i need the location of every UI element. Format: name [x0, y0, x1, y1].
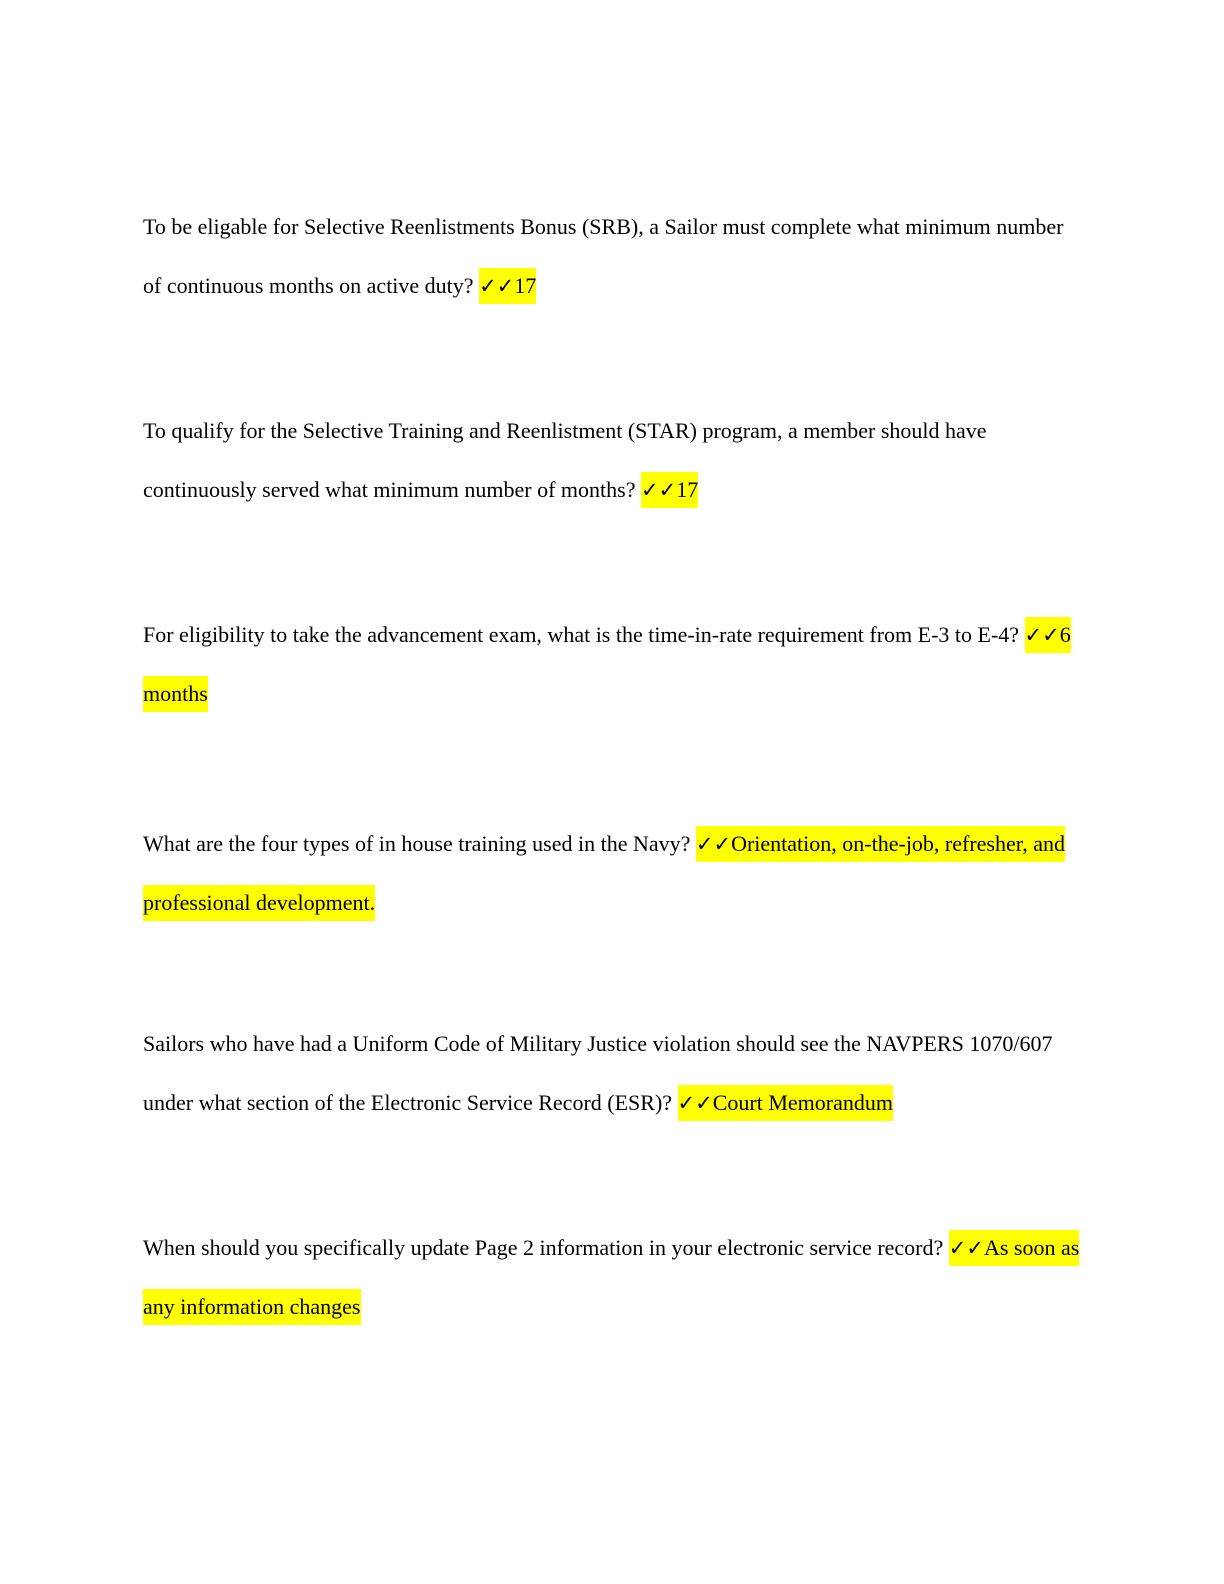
qa-item — [143, 402, 1083, 519]
check-mark-icon: ✓✓ — [479, 273, 515, 298]
answer-text: 17 — [676, 476, 699, 502]
answer-highlight — [479, 268, 536, 304]
answer-text: As soon as any information changes — [143, 1235, 1080, 1319]
answer-highlight — [641, 472, 698, 508]
qa-item — [143, 1015, 1083, 1132]
question-text: When should you specifically update Page 2 information in your electronic service record? — [143, 1235, 944, 1260]
question-text: For eligibility to take the advancement exam, what is the time-in-rate requirement from E-3 to E-4? — [143, 622, 1020, 647]
answer-text: Orientation, on-the-job, refresher, and professional development. — [143, 831, 1065, 915]
check-mark-icon: ✓✓ — [695, 832, 732, 856]
check-mark-icon: ✓✓ — [641, 477, 677, 502]
question-text: Sailors who have had a Uniform Code of Military Justice violation should see the NAVPERS 1070/607 under what section of the Electronic Service Record (ESR)? — [143, 1031, 1053, 1115]
qa-item — [143, 815, 1083, 932]
answer-text: 17 — [514, 272, 537, 298]
question-text: To be eligable for Selective Reenlistments Bonus (SRB), a Sailor must complete what minimum number of continuous months on active duty? — [143, 214, 1064, 298]
qa-item — [143, 1219, 1083, 1336]
answer-text: Court Memorandum — [712, 1089, 893, 1115]
check-mark-icon: ✓✓ — [677, 1090, 713, 1115]
question-text: To qualify for the Selective Training and Reenlistment (STAR) program, a member should have continuously served what minimum number of months? — [143, 418, 987, 502]
answer-highlight — [678, 1085, 893, 1121]
qa-item — [143, 606, 1083, 723]
check-mark-icon: ✓✓ — [948, 1236, 984, 1260]
answer-text: 6 months — [143, 622, 1071, 706]
qa-item — [143, 198, 1083, 315]
question-text: What are the four types of in house training used in the Navy? — [143, 831, 691, 856]
check-mark-icon: ✓✓ — [1024, 623, 1060, 647]
